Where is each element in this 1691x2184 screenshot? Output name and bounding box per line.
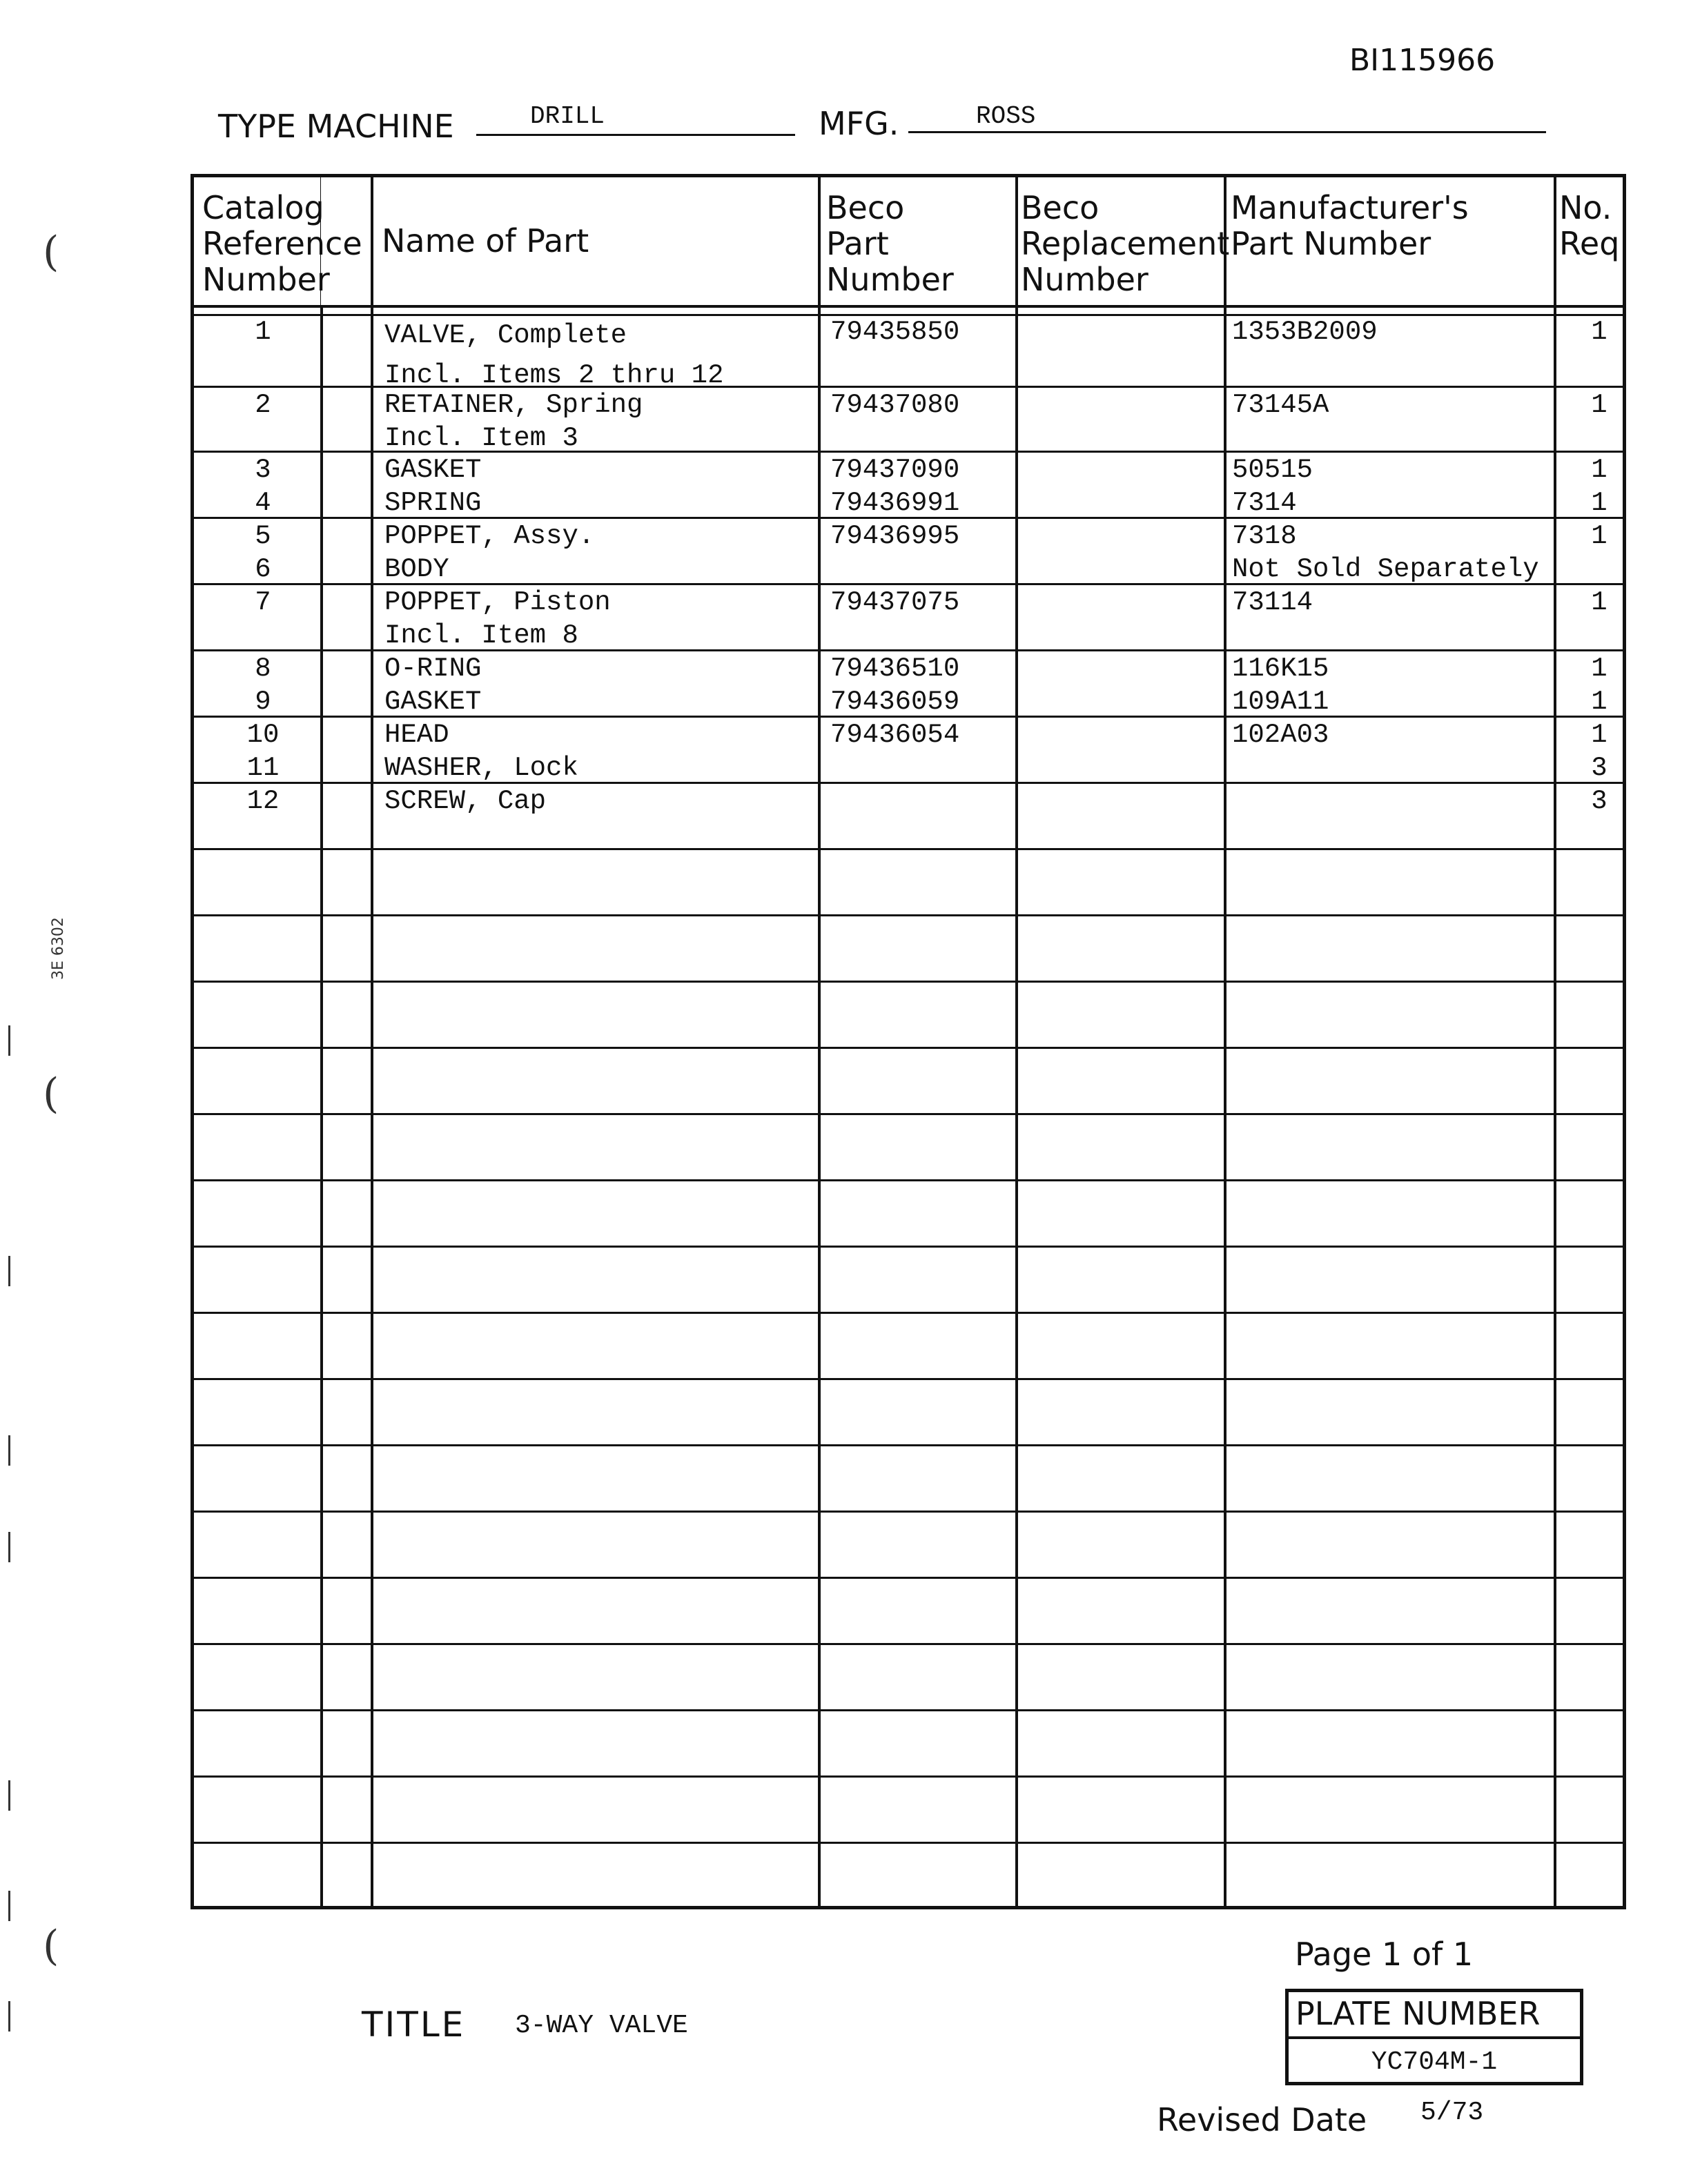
row-7-beco: 79436054 — [830, 720, 960, 750]
row-4-ref: 5 6 — [255, 521, 271, 584]
row-1-mfr: 1353B2009 — [1232, 317, 1378, 347]
margin-tick — [8, 2001, 10, 2031]
row-rule — [194, 1047, 1623, 1049]
column-divider — [818, 177, 821, 1906]
row-rule — [194, 848, 1623, 850]
row-rule — [194, 1444, 1623, 1446]
title-label: TITLE — [362, 2005, 466, 2045]
parts-table — [190, 174, 1626, 1909]
form-code: 3E 6302 — [50, 917, 67, 980]
row-5-name: POPPET, Piston Incl. Item 8 — [384, 587, 611, 651]
row-6-qty: 1 1 — [1591, 653, 1607, 717]
row-2-name: RETAINER, Spring Incl. Item 3 — [384, 390, 643, 453]
row-6-mfr: 116K15 109A11 — [1232, 653, 1329, 717]
plate-number-box — [1285, 1989, 1583, 2085]
column-divider — [371, 177, 373, 1906]
row-3-ref: 3 4 — [255, 455, 271, 518]
margin-tick — [8, 1891, 10, 1921]
header-mfr-part: Manufacturer's Part Number — [1231, 189, 1469, 262]
header-no-req: No. Req — [1559, 189, 1620, 262]
row-1-name: VALVE, Complete Incl. Items 2 thru 12 — [384, 320, 724, 391]
row-8-qty: 3 — [1591, 786, 1607, 816]
title-value: 3-WAY VALVE — [515, 2011, 688, 2040]
row-1-qty: 1 — [1591, 317, 1607, 347]
margin-bracket: ( — [43, 228, 59, 276]
row-7-name: HEAD WASHER, Lock — [384, 720, 578, 783]
row-2-qty: 1 — [1591, 390, 1607, 420]
row-3-beco: 79437090 79436991 — [830, 455, 960, 518]
row-rule — [194, 1378, 1623, 1380]
plate-box-divider — [1289, 2036, 1580, 2039]
row-3-qty: 1 1 — [1591, 455, 1607, 518]
row-rule — [194, 914, 1623, 916]
mfg-value: ROSS — [976, 102, 1036, 130]
column-divider — [1224, 177, 1226, 1906]
row-4-mfr: 7318 Not Sold Separately — [1232, 521, 1539, 584]
margin-tick — [8, 1532, 10, 1562]
row-2-mfr: 73145A — [1232, 390, 1329, 420]
row-rule — [194, 1246, 1623, 1248]
row-rule — [194, 1179, 1623, 1181]
row-5-ref: 7 — [255, 587, 271, 618]
column-divider — [320, 177, 323, 1906]
type-machine-underline — [476, 134, 795, 136]
row-rule — [194, 1312, 1623, 1314]
row-3-name: GASKET SPRING — [384, 455, 482, 518]
margin-bracket: ( — [43, 1922, 59, 1970]
row-rule — [194, 1577, 1623, 1579]
row-rule — [194, 1709, 1623, 1711]
revised-date-label: Revised Date — [1157, 2101, 1367, 2138]
row-1-beco: 79435850 — [830, 317, 960, 347]
row-2-beco: 79437080 — [830, 390, 960, 420]
row-rule — [194, 1511, 1623, 1513]
type-machine-label: TYPE MACHINE — [218, 108, 454, 145]
revised-date-value: 5/73 — [1420, 2098, 1484, 2127]
row-5-beco: 79437075 — [830, 587, 960, 618]
document-id: BI115966 — [1349, 43, 1496, 78]
header-beco-part: Beco Part Number — [826, 189, 954, 298]
row-7-qty: 1 3 — [1591, 720, 1607, 783]
plate-number-label: PLATE NUMBER — [1296, 1995, 1541, 2032]
margin-tick — [8, 1780, 10, 1811]
row-6-beco: 79436510 79436059 — [830, 653, 960, 717]
row-7-ref: 10 11 — [246, 720, 280, 783]
row-8-ref: 12 — [246, 786, 280, 816]
row-6-name: O-RING GASKET — [384, 653, 482, 717]
row-1-ref: 1 — [255, 317, 271, 347]
margin-tick — [8, 1256, 10, 1286]
row-5-qty: 1 — [1591, 587, 1607, 618]
header-rule — [194, 305, 1623, 308]
mfg-underline — [908, 131, 1546, 133]
page-indicator: Page 1 of 1 — [1295, 1936, 1474, 1973]
row-rule — [194, 1775, 1623, 1778]
row-7-mfr: 102A03 — [1232, 720, 1329, 750]
row-8-name: SCREW, Cap — [384, 786, 547, 816]
row-2-ref: 2 — [255, 390, 271, 420]
row-rule — [194, 981, 1623, 983]
row-rule — [194, 1643, 1623, 1645]
header-beco-replacement: Beco Replacement Number — [1021, 189, 1230, 298]
margin-bracket: ( — [43, 1070, 59, 1118]
plate-number-value: YC704M-1 — [1371, 2047, 1498, 2077]
row-6-ref: 8 9 — [255, 653, 271, 717]
row-4-qty: 1 — [1591, 521, 1607, 551]
type-machine-value: DRILL — [530, 102, 605, 130]
row-4-name: POPPET, Assy. BODY — [384, 521, 595, 584]
header-name-of-part: Name of Part — [382, 222, 589, 259]
row-3-mfr: 50515 7314 — [1232, 455, 1313, 518]
margin-tick — [8, 1435, 10, 1466]
row-rule — [194, 1113, 1623, 1115]
row-5-mfr: 73114 — [1232, 587, 1313, 618]
mfg-label: MFG. — [819, 105, 899, 142]
margin-tick — [8, 1025, 10, 1056]
header-catalog-ref: Catalog Reference Number — [202, 189, 362, 298]
column-divider — [1015, 177, 1018, 1906]
row-4-beco: 79436995 — [830, 521, 960, 551]
row-rule — [194, 1842, 1623, 1844]
column-divider — [1554, 177, 1556, 1906]
